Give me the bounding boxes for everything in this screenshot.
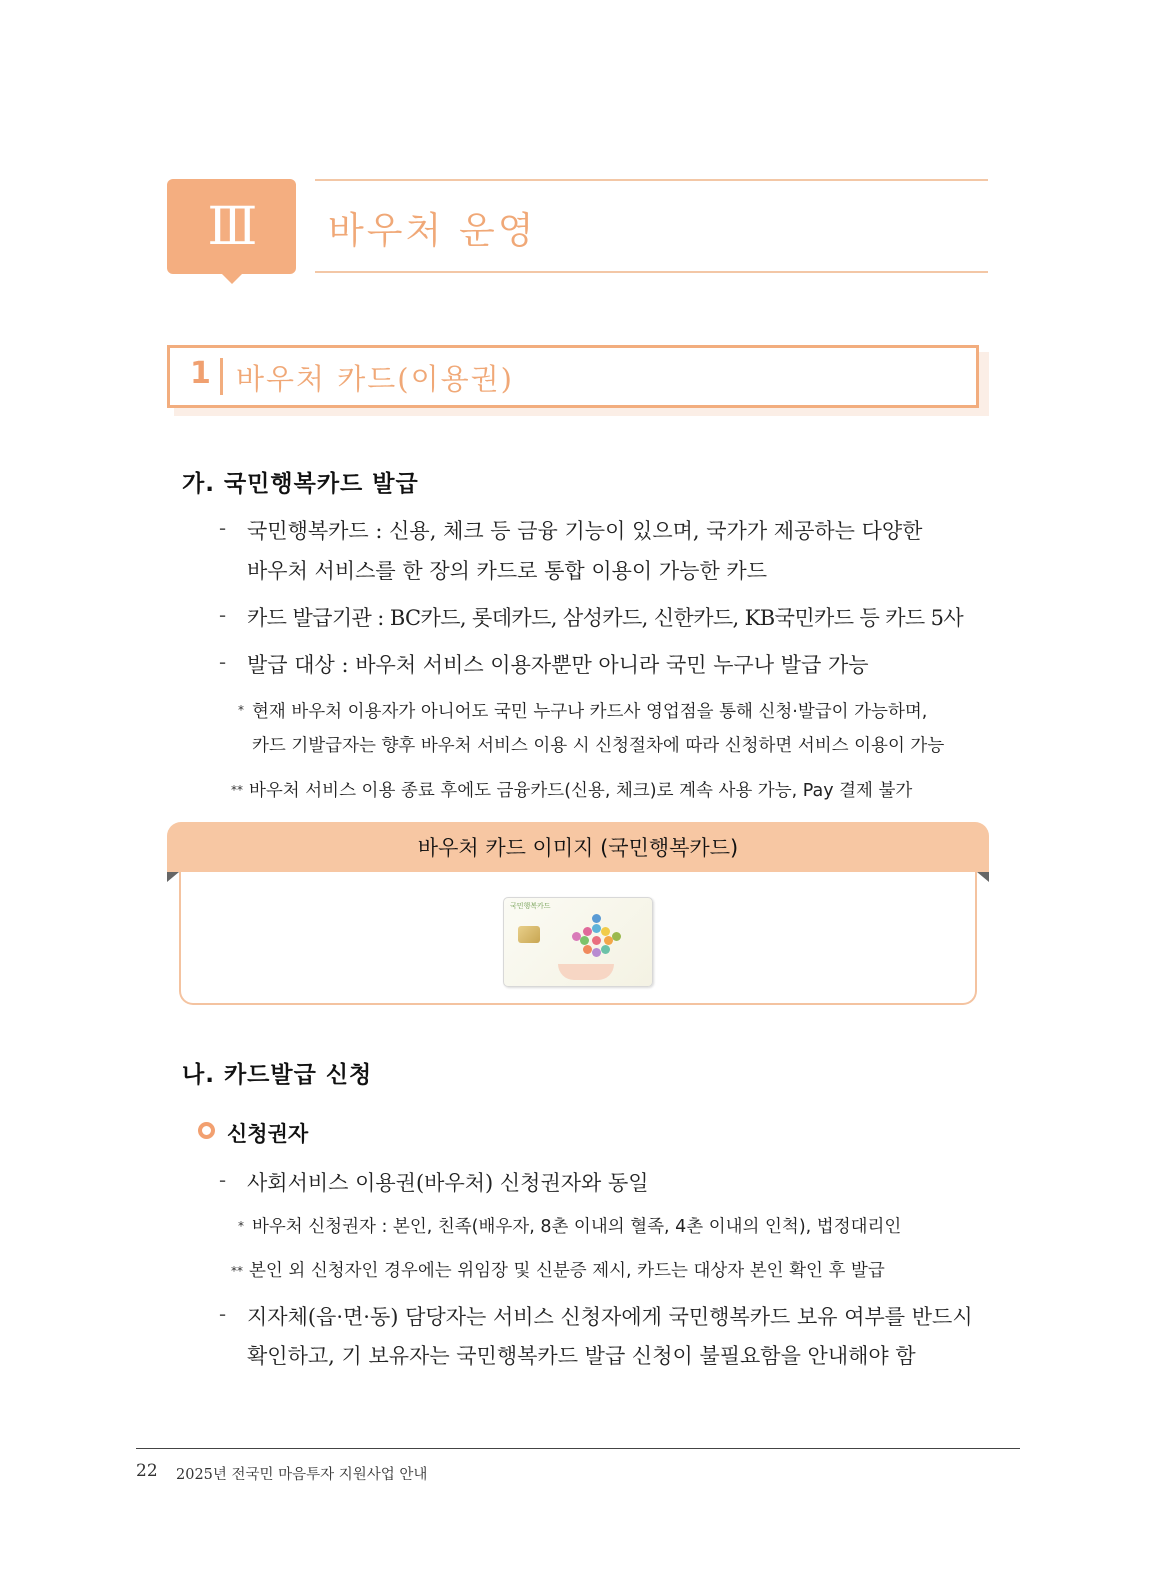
- card-decor-dot: [612, 932, 621, 941]
- card-hands-graphic: [558, 964, 614, 980]
- voucher-card-image: [503, 897, 653, 987]
- image-box-fold: [167, 872, 179, 882]
- item-line: 바우처 서비스를 한 장의 카드로 통합 이용이 가능한 카드: [247, 559, 767, 583]
- item-line: 확인하고, 기 보유자는 국민행복카드 발급 신청이 불필요함을 안내해야 함: [247, 1344, 916, 1368]
- section-title: 바우처 카드(이용권): [236, 362, 514, 396]
- chapter-badge: [167, 179, 296, 274]
- card-decor-dot: [601, 945, 610, 954]
- section-separator: [220, 358, 223, 395]
- dash-bullet: -: [219, 516, 227, 540]
- circle-bullet-icon: [198, 1122, 215, 1139]
- section-header-box: [167, 345, 979, 408]
- card-decor-dot: [592, 914, 601, 923]
- chapter-title: 바우처 운영: [328, 209, 537, 252]
- note-line: 본인 외 신청자인 경우에는 위임장 및 신분증 제시, 카드는 대상자 본인 확인 후 발급: [249, 1261, 885, 1281]
- note-line: 바우처 서비스 이용 종료 후에도 금융카드(신용, 체크)로 계속 사용 가능, Pay 결제 불가: [249, 781, 913, 801]
- card-logo: 국민행복카드: [510, 902, 551, 910]
- image-box-header: [167, 822, 989, 872]
- note-mark: **: [231, 783, 243, 797]
- note-mark: **: [231, 1264, 243, 1278]
- heading-part-a: 가. 국민행복카드 발급: [182, 471, 419, 497]
- card-chip-icon: [518, 926, 540, 943]
- footer-divider: [136, 1448, 1020, 1449]
- section-number: 1: [190, 356, 211, 391]
- heading-part-b: 나. 카드발급 신청: [182, 1062, 373, 1088]
- subheading-applicants: 신청권자: [227, 1122, 309, 1146]
- chapter-divider-bottom: [315, 271, 988, 273]
- item-line: 카드 발급기관 : BC카드, 롯데카드, 삼성카드, 신한카드, KB국민카드 등 카드 5사: [247, 606, 964, 630]
- item-line: 사회서비스 이용권(바우처) 신청권자와 동일: [247, 1171, 649, 1195]
- page-number: 22: [136, 1461, 158, 1481]
- image-box-fold: [977, 872, 989, 882]
- card-decor-dot: [583, 927, 592, 936]
- item-line: 발급 대상 : 바우처 서비스 이용자뿐만 아니라 국민 누구나 발급 가능: [247, 653, 869, 677]
- card-decor-dot: [583, 945, 592, 954]
- dash-bullet: -: [219, 650, 227, 674]
- dash-bullet: -: [219, 603, 227, 627]
- dash-bullet: -: [219, 1302, 227, 1326]
- image-box-title: 바우처 카드 이미지 (국민행복카드): [417, 836, 739, 860]
- note-line: 현재 바우처 이용자가 아니어도 국민 누구나 카드사 영업점을 통해 신청·발급이 가능하며,: [252, 702, 928, 722]
- card-decor-dot: [580, 936, 589, 945]
- card-decor-dot: [601, 927, 610, 936]
- card-decor-dot: [592, 936, 601, 945]
- dash-bullet: -: [219, 1168, 227, 1192]
- note-line: 카드 기발급자는 향후 바우처 서비스 이용 시 신청절차에 따라 신청하면 서비스 이용이 가능: [252, 736, 945, 756]
- note-mark: *: [238, 703, 244, 717]
- card-decor-dot: [572, 932, 581, 941]
- note-line: 바우처 신청권자 : 본인, 친족(배우자, 8촌 이내의 혈족, 4촌 이내의 인척), 법정대리인: [252, 1217, 902, 1237]
- note-mark: *: [238, 1219, 244, 1233]
- footer-title: 2025년 전국민 마음투자 지원사업 안내: [176, 1467, 428, 1483]
- chapter-numeral: Ⅲ: [207, 196, 256, 257]
- card-decor-dot: [592, 948, 601, 957]
- item-line: 국민행복카드 : 신용, 체크 등 금융 기능이 있으며, 국가가 제공하는 다양한: [247, 519, 923, 543]
- card-decor-dot: [592, 924, 601, 933]
- item-line: 지자체(읍·면·동) 담당자는 서비스 신청자에게 국민행복카드 보유 여부를 반드시: [247, 1305, 973, 1329]
- chapter-divider-top: [315, 179, 988, 181]
